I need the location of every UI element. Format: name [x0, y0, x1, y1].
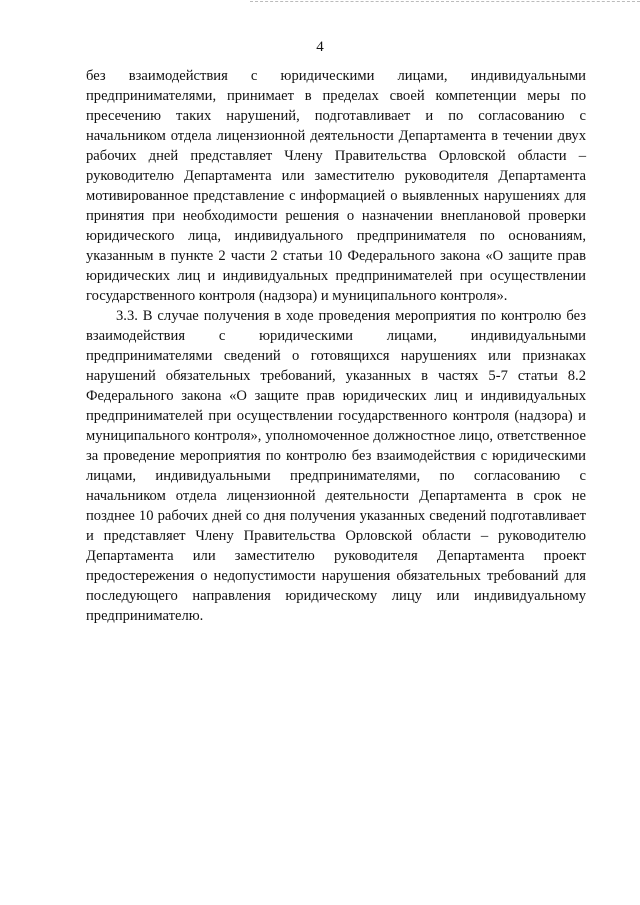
document-body — [86, 66, 586, 626]
paragraph-3-3: 3.3. В случае получения в ходе проведения мероприятия по контролю без взаимодействия с юридическими лицами, индивидуальными предпринимателями сведений о готовящихся нарушениях или признаках нарушений обязательных требований, указанных в частях 5-7 статьи 8.2 Федерального закона «О защите прав юридических лиц и индивидуальных предпринимателей при осуществлении государственного контроля (надзора) и муниципального контроля», уполномоченное должностное лицо, ответственное за проведение мероприятия по контролю без взаимодействия с юридическими лицами, индивидуальными предпринимателями, по согласованию с начальником отдела лицензионной деятельности Департамента в срок не позднее 10 рабочих дней со дня получения указанных сведений подготавливает и представляет Члену Правительства Орловской области – руководителю Департамента или заместителю руководителя Департамента проект предостережения о недопустимости нарушения обязательных требований для последующего направления юридическому лицу или индивидуальному предпринимателю. — [86, 308, 586, 624]
scan-top-edge — [250, 1, 640, 2]
page-number: 4 — [316, 39, 324, 55]
paragraph-continuation: без взаимодействия с юридическими лицами, индивидуальными предпринимателями, принимает в пределах своей компетенции меры по пресечению таких нарушений, подготавливает и по согласованию с начальником отдела лицензионной деятельности Департамента в течении двух рабочих дней представляет Члену Правительства Орловской области – руководителю Департамента или заместителю руководителя Департамента мотивированное представление с информацией о выявленных нарушениях для принятия при необходимости решения о назначении внеплановой проверки юридического лица, индивидуального предпринимателя по основаниям, указанным в пункте 2 части 2 статьи 10 Федерального закона «О защите прав юридических лиц и индивидуальных предпринимателей при осуществлении государственного контроля (надзора) и муниципального контроля». — [86, 68, 586, 304]
